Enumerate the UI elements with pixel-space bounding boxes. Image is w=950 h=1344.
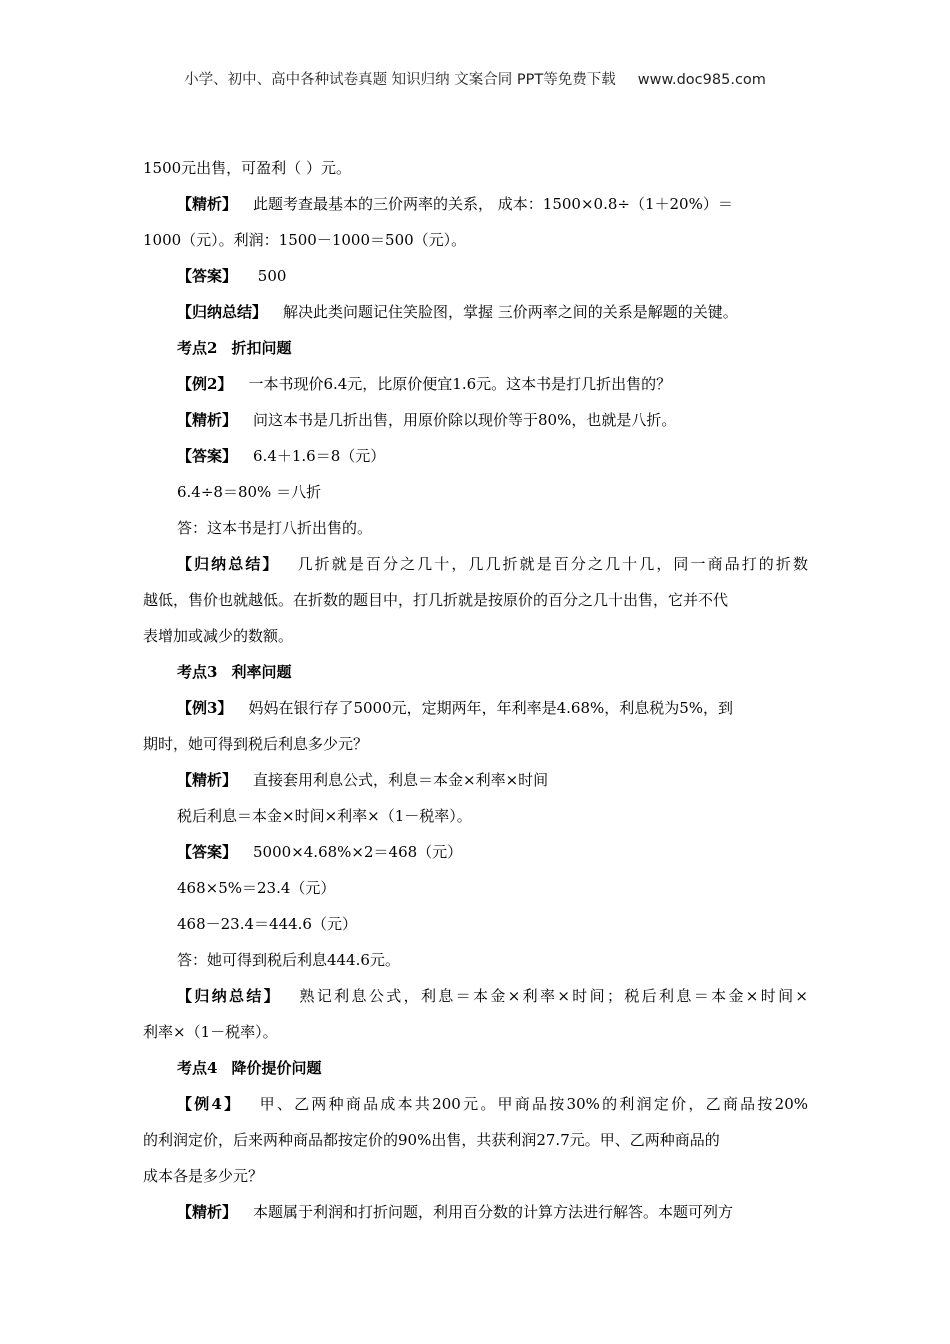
answer-2	[143, 438, 808, 474]
answer-3-line3: 468－23.4＝444.6（元）	[177, 915, 357, 933]
answer-tag: 【答案】	[177, 267, 238, 285]
page-header	[0, 68, 950, 89]
section-title: 折扣问题	[231, 339, 292, 357]
example-text: 一本书现价6.4元，比原价便宜1.6元。这本书是打几折出售的？	[248, 375, 672, 393]
example-tag: 【例3】	[177, 699, 233, 717]
answer-tag: 【答案】	[177, 843, 238, 861]
analysis-3	[143, 762, 808, 798]
problem-continuation: 1500元出售，可盈利（ ）元。	[143, 159, 351, 177]
analysis-4	[143, 1194, 808, 1230]
example-4-line3: 成本各是多少元？	[143, 1167, 264, 1185]
section-title: 降价提价问题	[231, 1059, 322, 1077]
section-heading-3	[143, 654, 808, 690]
section-heading-4	[143, 1050, 808, 1086]
example-tag: 【例2】	[177, 375, 233, 393]
example-4-line2: 的利润定价，后来两种商品都按定价的90%出售，共获利润27.7元。甲、乙两种商品的	[143, 1131, 720, 1149]
answer-text: 5000×4.68%×2＝468（元）	[253, 843, 463, 861]
summary-2-line3: 表增加或减少的数额。	[143, 627, 294, 645]
example-3-line2: 期时，她可得到税后利息多少元？	[143, 735, 369, 753]
summary-tag: 【归纳总结】	[177, 987, 282, 1005]
answer-text: 6.4＋1.6＝8（元）	[253, 447, 386, 465]
summary-text: 几折就是百分之几十，几几折就是百分之几十几，同一商品打的折数	[295, 555, 808, 573]
summary-tag: 【归纳总结】	[177, 303, 268, 321]
analysis-1	[143, 186, 808, 222]
summary-2	[143, 546, 808, 582]
analysis-3-line2: 税后利息＝本金×时间×利率×（1－税率）。	[177, 807, 472, 825]
answer-2-line3: 答：这本书是打八折出售的。	[177, 519, 373, 537]
analysis-text: 问这本书是几折出售，用原价除以现价等于80%，也就是八折。	[253, 411, 677, 429]
header-site-url[interactable]: www.doc985.com	[637, 72, 766, 88]
summary-text: 熟记利息公式，利息＝本金×利率×时间；税后利息＝本金×时间×	[297, 987, 808, 1005]
summary-2-line2: 越低，售价也就越低。在折数的题目中，打几折就是按原价的百分之几十出售，它并不代	[143, 591, 729, 609]
example-3	[143, 690, 808, 726]
document-body	[143, 150, 808, 1230]
analysis-tag: 【精析】	[177, 411, 238, 429]
header-text: 小学、初中、高中各种试卷真题 知识归纳 文案合同 PPT等免费下载	[184, 72, 616, 88]
example-4	[143, 1086, 808, 1122]
answer-text: 500	[253, 267, 287, 285]
answer-2-line2: 6.4÷8＝80% ＝八折	[177, 483, 322, 501]
summary-text: 解决此类问题记住笑脸图，掌握 三价两率之间的关系是解题的关键。	[283, 303, 738, 321]
summary-3	[143, 978, 808, 1014]
analysis-1-cont: 1000（元）。利润：1500－1000＝500（元）。	[143, 231, 467, 249]
answer-3-line4: 答：她可得到税后利息444.6元。	[177, 951, 400, 969]
analysis-text: 直接套用利息公式，利息＝本金×利率×时间	[253, 771, 549, 789]
section-heading-2	[143, 330, 808, 366]
answer-1	[143, 258, 808, 294]
analysis-tag: 【精析】	[177, 1203, 238, 1221]
example-2	[143, 366, 808, 402]
section-title: 利率问题	[231, 663, 292, 681]
section-number: 考点4	[177, 1059, 218, 1077]
summary-3-line2: 利率×（1－税率）。	[143, 1023, 278, 1041]
section-number: 考点3	[177, 663, 218, 681]
analysis-text: 此题考查最基本的三价两率的关系， 成本：1500×0.8÷（1＋20%）＝	[253, 195, 733, 213]
answer-3	[143, 834, 808, 870]
example-tag: 【例4】	[177, 1095, 242, 1113]
answer-3-line2: 468×5%＝23.4（元）	[177, 879, 336, 897]
example-text: 妈妈在银行存了5000元，定期两年，年利率是4.68%，利息税为5%，到	[248, 699, 734, 717]
section-number: 考点2	[177, 339, 218, 357]
answer-tag: 【答案】	[177, 447, 238, 465]
analysis-text: 本题属于利润和打折问题，利用百分数的计算方法进行解答。本题可列方	[253, 1203, 734, 1221]
analysis-2	[143, 402, 808, 438]
summary-tag: 【归纳总结】	[177, 555, 280, 573]
analysis-tag: 【精析】	[177, 195, 238, 213]
summary-1	[143, 294, 808, 330]
analysis-tag: 【精析】	[177, 771, 238, 789]
example-text: 甲、乙两种商品成本共200元。甲商品按30%的利润定价，乙商品按20%	[257, 1095, 808, 1113]
